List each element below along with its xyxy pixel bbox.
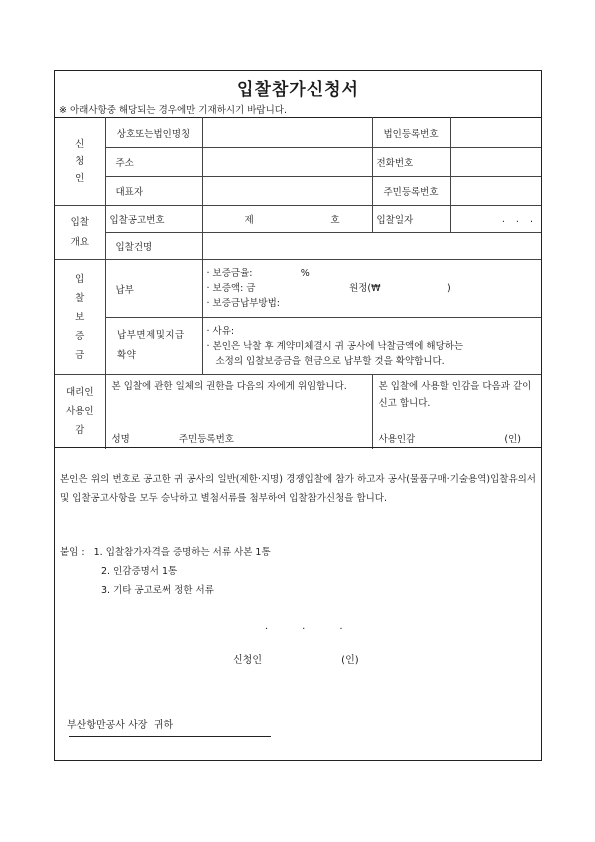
agent-seal-cell — [372, 375, 541, 449]
notice-no-suffix: 호 — [330, 215, 340, 226]
bid-row-notice — [55, 206, 541, 233]
form-notice: ※ 아래사항중 해당되는 경우에만 기재하시기 바랍니다. — [59, 105, 287, 116]
agent-row — [55, 375, 541, 449]
signature-seal-mark: (인) — [341, 655, 359, 666]
applicant-row-rep — [55, 177, 541, 206]
applicant-signature — [233, 651, 359, 666]
agent-section-label — [55, 375, 105, 449]
agent-seal-mark: (인) — [504, 433, 521, 445]
resident-no-field[interactable] — [450, 177, 541, 206]
bid-name-label: 입찰건명 — [105, 233, 202, 260]
bid-section-label — [55, 206, 105, 260]
agent-name-label: 성명 — [111, 433, 130, 445]
address-field[interactable] — [202, 148, 372, 177]
attachments-prefix: 붙임 : — [60, 547, 85, 558]
phone-field[interactable] — [450, 148, 541, 177]
exempt-reason-line: · 사유: — [206, 325, 235, 337]
application-form — [54, 70, 542, 761]
form-title: 입찰참가신청서 — [237, 80, 359, 100]
deposit-rate-line: · 보증금율: % — [206, 268, 310, 279]
agent-resident-no-label: 주민등록번호 — [178, 433, 234, 445]
exempt-label — [105, 318, 202, 375]
bid-date-field[interactable] — [450, 206, 541, 233]
resident-no-label: 주민등록번호 — [372, 177, 450, 206]
notice-no-prefix: 제 — [244, 215, 254, 226]
addressee: 부산항만공사 사장 귀하 — [67, 720, 174, 731]
exempt-promise-line1: · 본인은 낙찰 후 계약미체결시 귀 공사에 낙찰금액에 해당하는 — [206, 340, 464, 352]
representative-label: 대표자 — [105, 177, 202, 206]
notice-no-label: 입찰공고번호 — [105, 206, 202, 233]
deposit-section-text: 입찰보증금 — [75, 273, 85, 361]
deposit-row-payment — [55, 260, 541, 318]
company-name-label: 상호또는법인명칭 — [105, 118, 202, 148]
bid-row-name — [55, 233, 541, 260]
payment-details — [202, 260, 541, 318]
company-name-field[interactable] — [202, 118, 372, 148]
bid-date-label: 입찰일자 — [372, 206, 450, 233]
exempt-promise-line2: 소정의 입찰보증금을 현금으로 납부할 것을 확약합니다. — [215, 355, 445, 367]
exempt-label-text: 납부면제및지급확약 — [117, 330, 185, 361]
exempt-details — [202, 318, 541, 375]
addressee-underline — [69, 736, 271, 737]
section-divider — [55, 447, 541, 448]
agent-delegation-text: 본 입찰에 관한 일체의 권한을 다음의 자에게 위임합니다. — [111, 381, 347, 392]
deposit-method-line: · 보증금납부방법: — [206, 298, 280, 309]
address-label: 주소 — [105, 148, 202, 177]
agent-seal-text: 본 입찰에 사용할 인감을 다음과 같이 신고 합니다. — [378, 381, 532, 409]
statement-text: 본인은 위의 번호로 공고한 귀 공사의 일반(제한·지명) 경쟁입찰에 참가 하고자 공사(물품구매·기술용역)입찰유의서 및 입찰공고사항을 모두 승낙하고 별첨서류를 첨부하여 입찰참가신청을 합니다. — [60, 474, 536, 504]
application-date[interactable]: ... — [265, 621, 377, 632]
notice-no-field[interactable] — [202, 206, 372, 233]
agent-seal-label: 사용인감 — [378, 433, 416, 445]
attachment-item-1-text: 1. 입찰참가자격을 증명하는 서류 사본 1통 — [93, 547, 271, 558]
attachment-item-2: 2. 인감증명서 1통 — [101, 566, 178, 577]
applicant-row-company — [55, 118, 541, 148]
applicant-section-text: 신청인 — [75, 139, 85, 184]
corp-no-field[interactable] — [450, 118, 541, 148]
agent-seal-row — [379, 431, 522, 445]
bid-name-field[interactable] — [202, 233, 541, 260]
attachment-item-1 — [60, 543, 271, 562]
applicant-section-label — [55, 118, 105, 206]
deposit-section-label — [55, 260, 105, 375]
attachment-item-3: 3. 기타 공고로써 정한 서류 — [101, 585, 214, 596]
corp-no-label: 법인등록번호 — [372, 118, 450, 148]
payment-label: 납부 — [105, 260, 202, 318]
bid-section-text: 입찰개요 — [70, 216, 89, 248]
deposit-amount-line: · 보증액: 금 원정(₩ ) — [206, 283, 451, 294]
agent-delegation-cell — [105, 375, 372, 449]
agent-name-row — [112, 431, 234, 445]
form-table — [55, 117, 541, 449]
applicant-row-address — [55, 148, 541, 177]
deposit-row-exempt — [55, 318, 541, 375]
attachments — [60, 543, 271, 600]
agent-section-text: 대리인사용인감 — [65, 387, 94, 437]
bid-date-dots: . . . — [501, 213, 537, 225]
phone-label: 전화번호 — [372, 148, 450, 177]
signature-label: 신청인 — [233, 655, 262, 666]
representative-field[interactable] — [202, 177, 372, 206]
